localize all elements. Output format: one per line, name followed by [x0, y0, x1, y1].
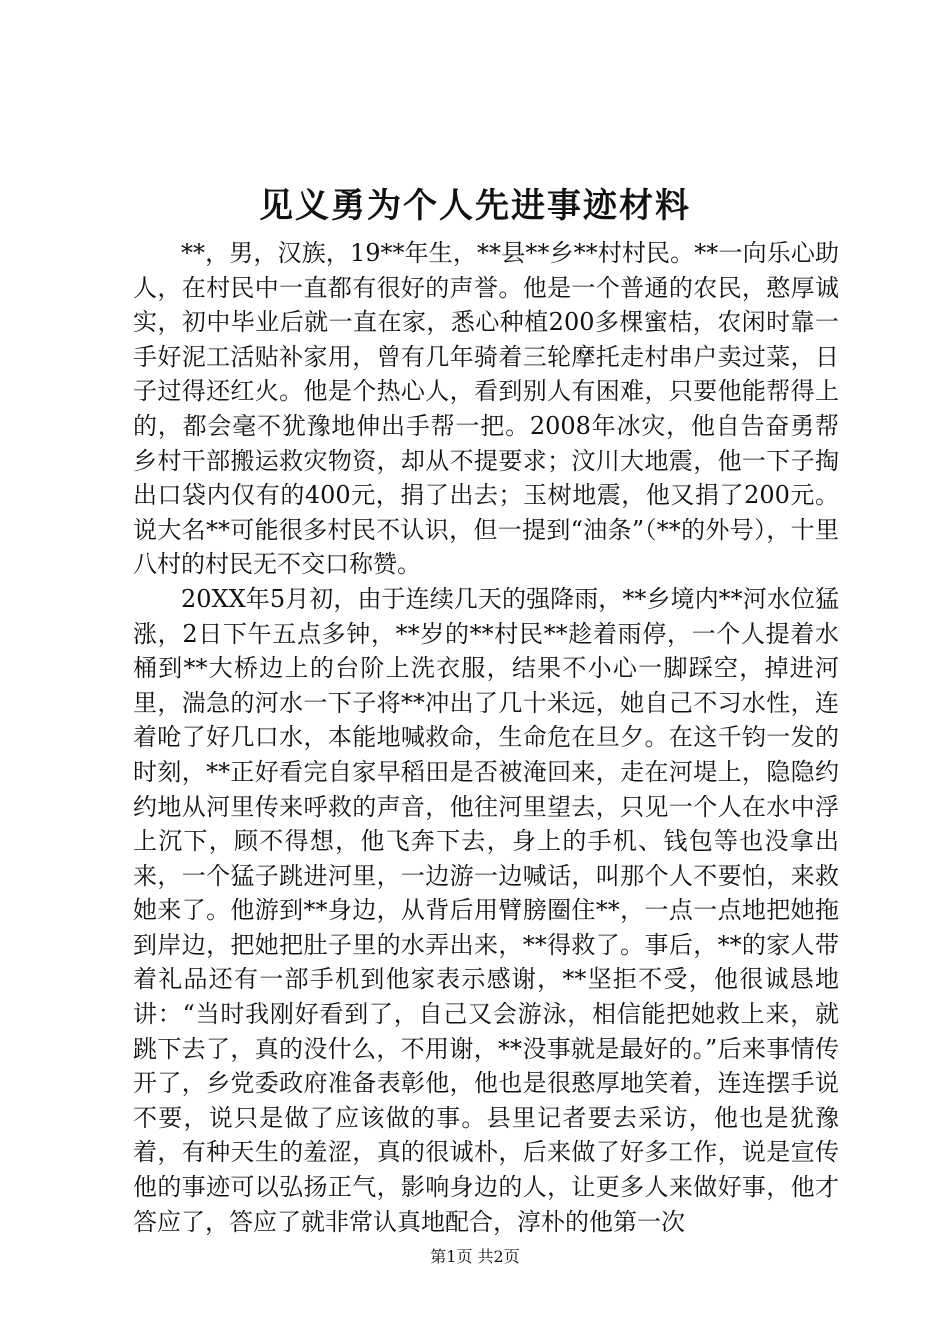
paragraph-2: 20XX年5月初，由于连续几天的强降雨，**乡境内**河水位猛涨，2日下午五点多钟，**岁的**村民**趁着雨停，一个人提着水桶到**大桥边上的台阶上洗衣服，结果不小心一脚踩空，掉进河里，湍急的河水一下子将**冲出了几十米远，她自己不习水性，连着呛了好几口水，本能地喊救命，生命危在旦夕。在这千钧一发的时刻，**正好看完自家早稻田是否被淹回来，走在河堤上，隐隐约约地从河里传来呼救的声音，他往河里望去，只见一个人在水中浮上沉下，顾不得想，他飞奔下去，身上的手机、钱包等也没拿出来，一个猛子跳进河里，一边游一边喊话，叫那个人不要怕，来救她来了。他游到**身边，从背后用臂膀圈住**，一点一点地把她拖到岸边，把她把肚子里的水弄出来，**得救了。事后，**的家人带着礼品还有一部手机到他家表示感谢，**坚拒不受，他很诚恳地讲：“当时我刚好看到了，自己又会游泳，相信能把她救上来，就跳下去了，真的没什么，不用谢，**没事就是最好的。”后来事情传开了，乡党委政府准备表彰他，他也是很憨厚地笑着，连连摆手说不要，说只是做了应该做的事。县里记者要去采访，他也是犹豫着，有种天生的羞涩，真的很诚朴，后来做了好多工作，说是宣传他的事迹可以弘扬正气，影响身边的人，让更多人来做好事，他才答应了，答应了就非常认真地配合，淳朴的他第一次 — [133, 584, 839, 1236]
document-body — [133, 236, 839, 1239]
page-number-footer: 第1页 共2页 — [430, 1247, 520, 1266]
document-title: 见义勇为个人先进事迹材料 — [259, 186, 691, 226]
paragraph-1: **，男，汉族，19**年生，**县**乡**村村民。**一向乐心助人，在村民中一直都有很好的声誉。他是一个普通的农民，憨厚诚实，初中毕业后就一直在家，悉心种植200多棵蜜桔，农闲时靠一手好泥工活贴补家用，曾有几年骑着三轮摩托走村串户卖过菜，日子过得还红火。他是个热心人，看到别人有困难，只要他能帮得上的，都会毫不犹豫地伸出手帮一把。2008年冰灾，他自告奋勇帮乡村干部搬运救灾物资，却从不提要求；汶川大地震，他一下子掏出口袋内仅有的400元，捐了出去；玉树地震，他又捐了200元。说大名**可能很多村民不认识，但一提到“油条”（**的外号），十里八村的村民无不交口称赞。 — [133, 239, 839, 579]
